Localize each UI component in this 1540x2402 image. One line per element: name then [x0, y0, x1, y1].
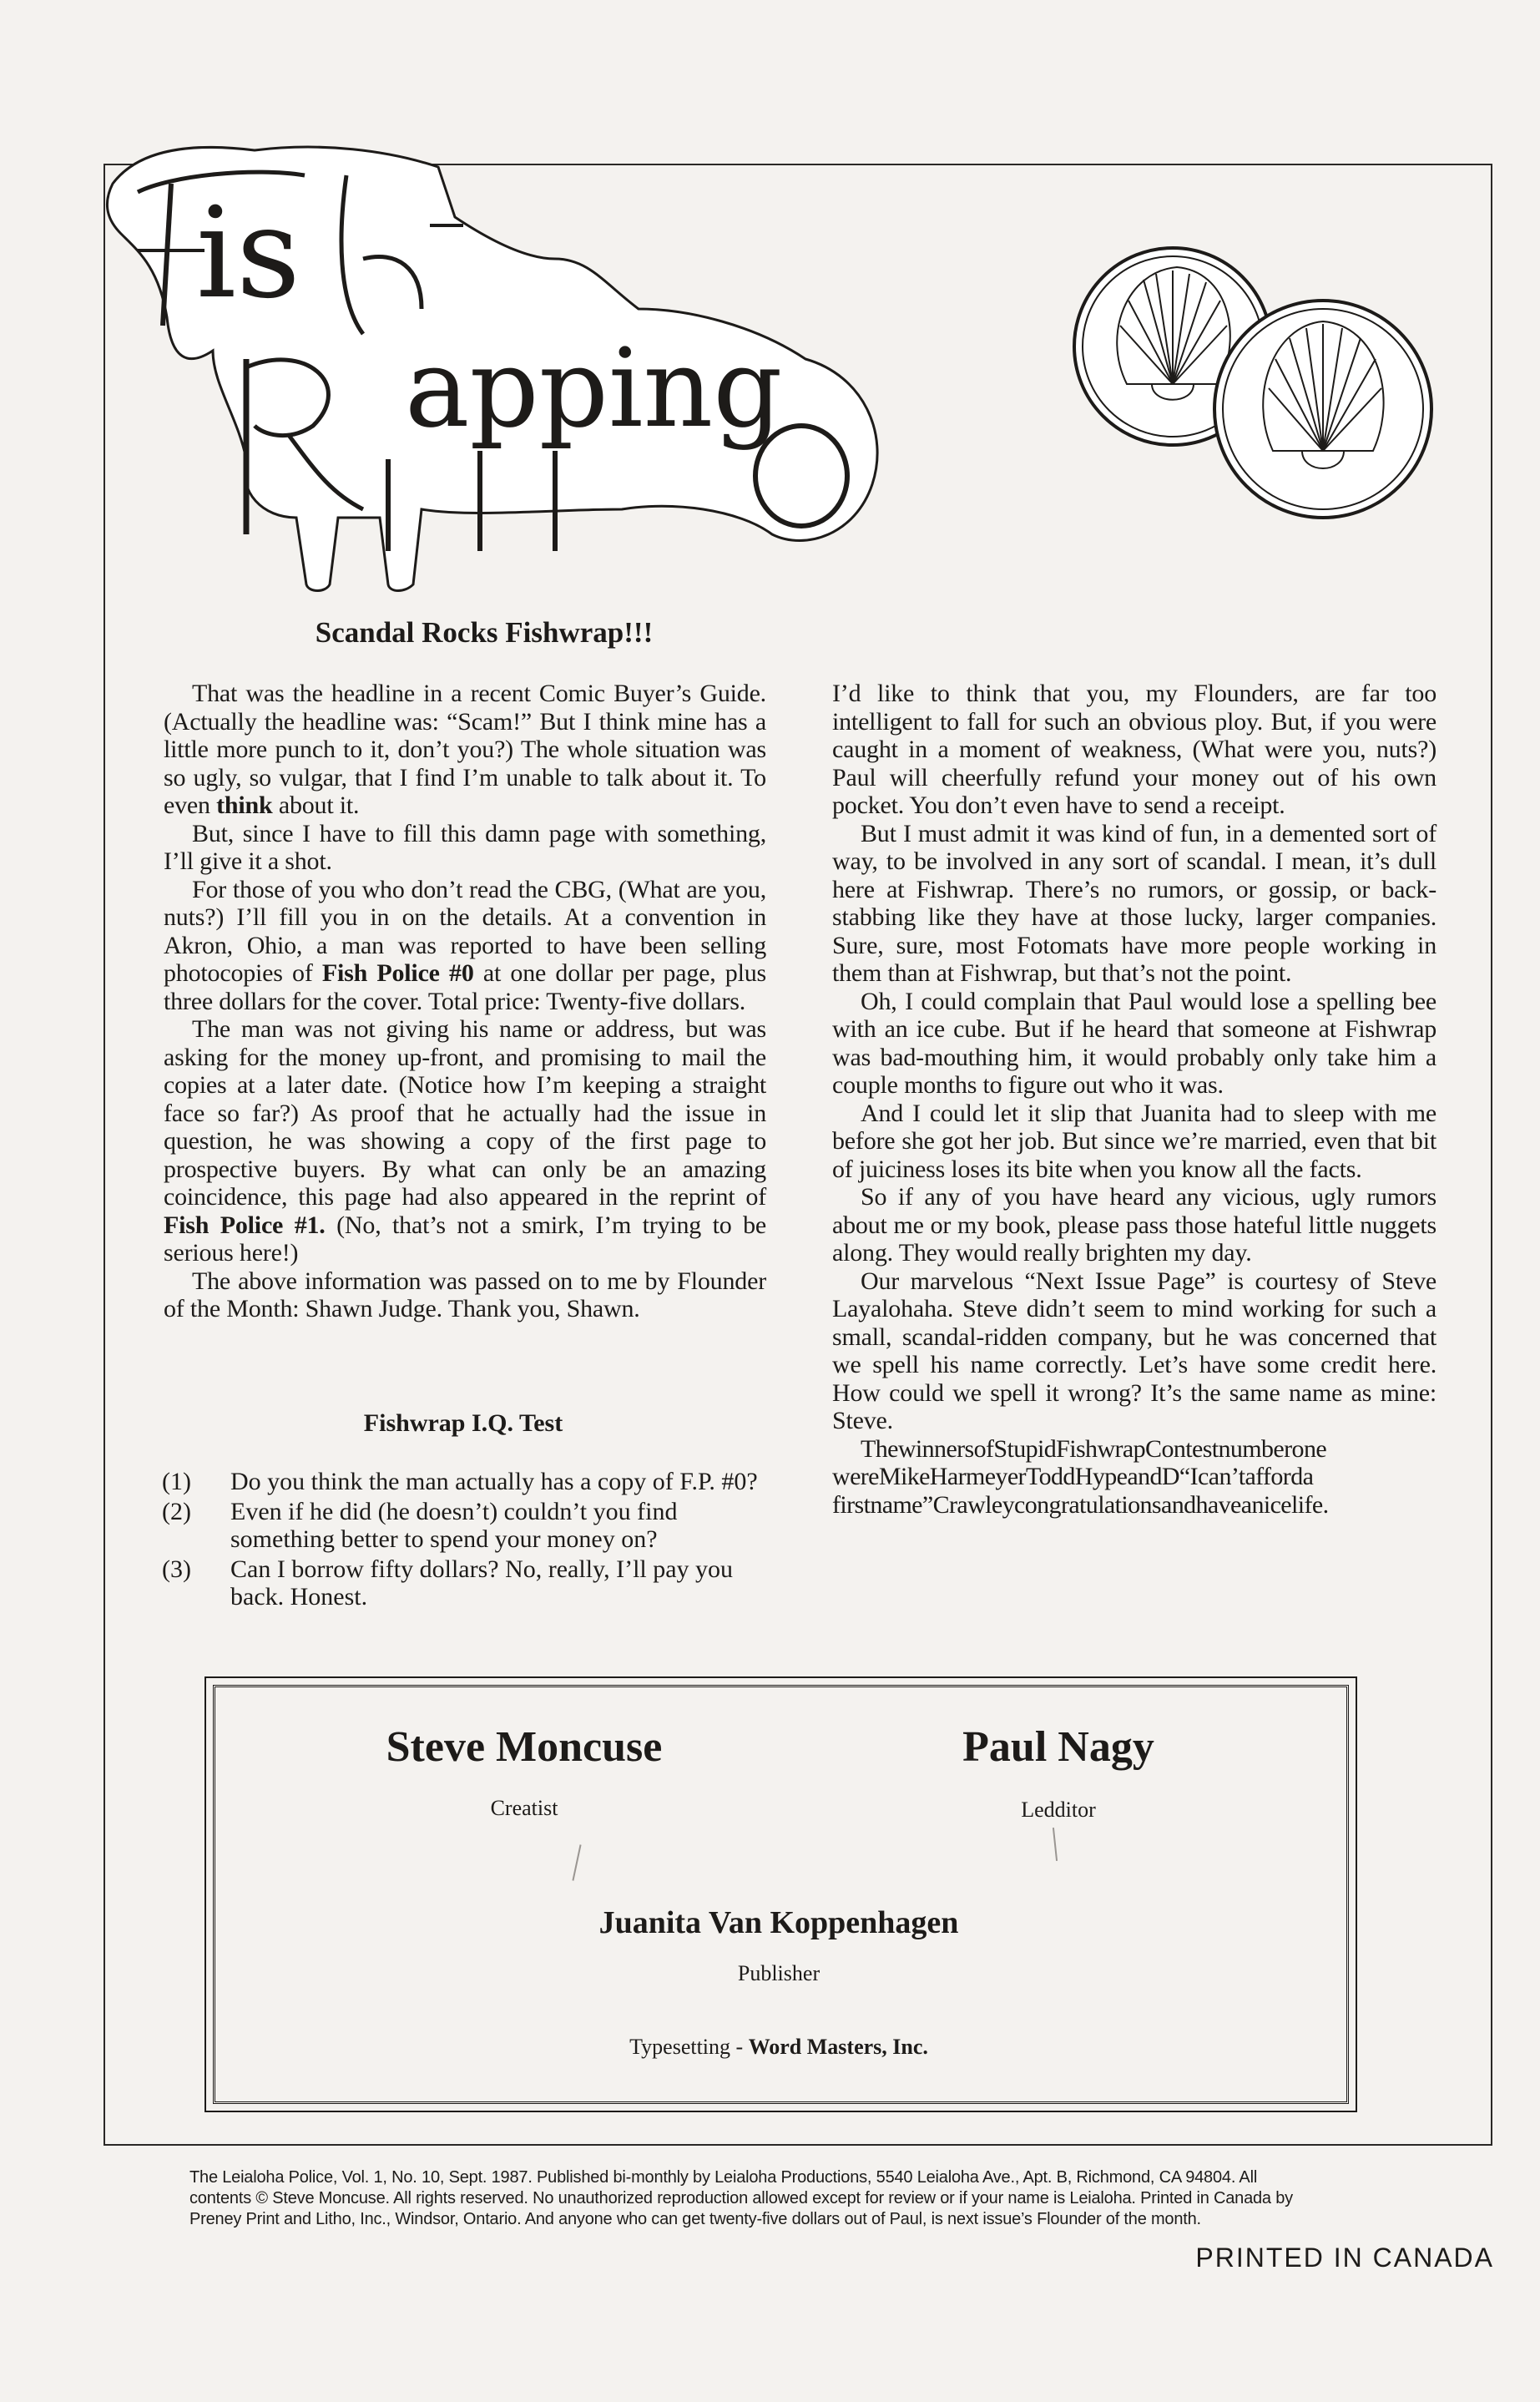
slash-mark: [572, 1844, 581, 1880]
iq-test-item: (1) Do you think the man actually has a copy of F.P. #0?: [162, 1468, 758, 1495]
headline: Scandal Rocks Fishwrap!!!: [315, 616, 654, 649]
credit-role-publisher: Publisher: [737, 1961, 820, 1985]
typesetting-credit: Typesetting - Word Masters, Inc.: [629, 2035, 928, 2059]
iq-test-item: (2) Even if he did (he doesn’t) couldn’t you find something better to spend your money on?: [162, 1497, 678, 1553]
credit-role-creatist: Creatist: [490, 1796, 558, 1820]
svg-text:apping: apping: [405, 325, 783, 452]
right-column: [832, 680, 1436, 1519]
iq-test-title: Fishwrap I.Q. Test: [363, 1409, 563, 1437]
paragraph: The above information was passed on to me by Flounder of the Month: Shawn Judge. Thank you, Shawn.: [164, 1267, 766, 1322]
slash-mark: [1053, 1828, 1058, 1861]
credit-name-juanita: Juanita Van Koppenhagen: [598, 1905, 959, 1940]
paragraph-winners: ThewinnersofStupidFishwrapContestnumberone wereMikeHarmeyerToddHypeandD“Ican’tafforda firstname”Crawleycongratulationsandhaveanicelife.: [832, 1434, 1329, 1519]
publication-fine-print: The Leialoha Police, Vol. 1, No. 10, Sept. 1987. Published bi-monthly by Leialoha Productions, 5540 Leialoha Ave., Apt. B, Richmond, CA 94804. All contents © Steve Moncuse. All rights reserved. No unauthorized reproduction allowed except for review or if your name is Leialoha. Printed in Canada by Preney Print and Litho, Inc., Windsor, Ontario. And anyone who can get twenty-five dollars out of Paul, is next issue’s Flounder of the month.: [189, 2168, 1293, 2228]
credit-name-paul: Paul Nagy: [962, 1723, 1154, 1771]
left-column: [164, 680, 766, 1323]
shell-medallions: [1068, 242, 1452, 526]
printed-in-canada: PRINTED IN CANADA: [1195, 2243, 1494, 2273]
credit-role-ledditor: Ledditor: [1021, 1798, 1096, 1822]
paragraph: Oh, I could complain that Paul would lose a spelling bee with an ice cube. But if he heard that someone at Fishwrap was bad-mouthing him, it would probably only take him a couple months to figure out who it was.: [832, 987, 1436, 1099]
paragraph: For those of you who don’t read the CBG, (What are you, nuts?) I’ll fill you in on the details. At a convention in Akron, Ohio, a man was reported to have been selling photocopies of Fish Police #0 at one dollar per page, plus three dollars for the cover. Total price: Twenty-five dollars.: [164, 875, 766, 1015]
paragraph: So if any of you have heard any vicious, ugly rumors about me or my book, please pass those hateful little nuggets along. They would really brighten my day.: [832, 1183, 1436, 1267]
logo-artwork: [88, 117, 922, 593]
fish-rapping-logo: [88, 117, 922, 593]
paragraph: The man was not giving his name or address, but was asking for the money up-front, and promising to mail the copies at a later date. (Notice how I’m keeping a straight face so far?) As proof that he actually had the issue in question, he was showing a copy of the first page to prospective buyers. By what can only be an amazing coincidence, this page had also appeared in the reprint of Fish Police #1. (No, that’s not a smirk, I’m trying to be serious here!): [164, 1015, 766, 1267]
paragraph: I’d like to think that you, my Flounders, are far too intelligent to fall for such an obvious ploy. But, if you were caught in a moment of weakness, (What were you, nuts?) Paul will cheerfully refund your money out of his own pocket. You don’t even have to send a receipt.: [832, 680, 1436, 819]
paragraph: But I must admit it was kind of fun, in a demented sort of way, to be involved in any sort of scandal. I mean, it’s dull here at Fishwrap. There’s no rumors, or gossip, or back-stabbing like they have at those lucky, larger companies. Sure, sure, most Fotomats have more people working in them than at Fishwrap, but that’s not the point.: [832, 819, 1436, 987]
paragraph: That was the headline in a recent Comic Buyer’s Guide. (Actually the headline was: “Scam!” But I think mine has a little more punch to it, don’t you?) The whole situation was so ugly, so vulgar, that I find I’m unable to talk about it. To even think about it.: [164, 680, 766, 819]
credit-name-steve: Steve Moncuse: [386, 1723, 663, 1771]
svg-text:is: is: [196, 181, 300, 326]
paragraph: And I could let it slip that Juanita had to sleep with me before she got her job. But since we’re married, even that bit of juiciness loses its bite when you know all the facts.: [832, 1099, 1436, 1183]
iq-test-item: (3) Can I borrow fifty dollars? No, really, I’ll pay you back. Honest.: [162, 1555, 734, 1611]
credits-box: [213, 1685, 1349, 2104]
paragraph: Our marvelous “Next Issue Page” is courtesy of Steve Layalohaha. Steve didn’t seem to mind working for such a small, scandal-ridden company, but he was concerned that we spell his name correctly. Let’s have some credit here. How could we spell it wrong? It’s the same name as mine: Steve.: [832, 1267, 1436, 1434]
paragraph: But, since I have to fill this damn page with something, I’ll give it a shot.: [164, 819, 766, 875]
iq-test-list: [162, 1468, 770, 1613]
